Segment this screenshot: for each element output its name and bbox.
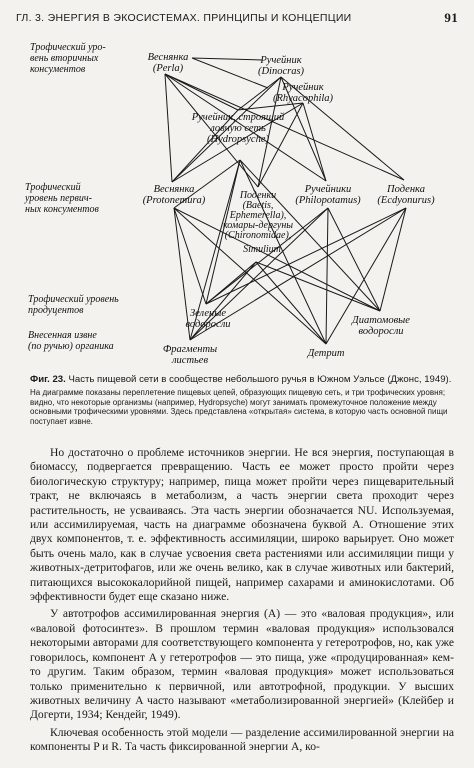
node-label-dinocras: Ручейник (Dinocras) bbox=[257, 55, 305, 77]
caption-text: Часть пищевой сети в сообществе небольшого ручья в Южном Уэльсе (Джонс, 1949). bbox=[65, 374, 452, 385]
node-label-ecdyonurus: Поденка (Ecdyonurus) bbox=[377, 184, 435, 206]
paragraph: Ключевая особенность этой модели — разделение ассимилированной энергии на компоненты P и R. Та часть фиксированной энергии A, ко- bbox=[30, 725, 454, 754]
node-label-detritus: Детрит bbox=[307, 348, 345, 359]
figure-label: Фиг. 23. bbox=[30, 374, 66, 385]
node-label-protonemura: Веснянка (Protonemura) bbox=[142, 184, 206, 206]
node-label-hydropsyche: Ручейник, строящий ловчую сеть (Hydropsyche) bbox=[191, 112, 285, 145]
caption-title bbox=[30, 374, 454, 386]
node-label-green-algae: Зеленые водоросли bbox=[185, 308, 231, 330]
food-link bbox=[303, 103, 326, 181]
food-link bbox=[256, 262, 380, 311]
level-label-primary: Трофический уровень первич-ных консументов bbox=[25, 182, 99, 215]
node-label-leaves: Фрагменты листьев bbox=[162, 344, 218, 366]
node-label-perla: Веснянка (Perla) bbox=[147, 52, 189, 74]
level-label-producers: Трофический уровень продуцентов bbox=[28, 294, 119, 316]
caption-note: На диаграмме показаны переплетение пищевых цепей, образующих пищевую сеть, и три трофических уровня; видно, что некоторые организмы (например, Hydropsyche) могут занимать промежуточное положение между основными трофическими уровнями. Здесь представлена «открытая» система, в которую часть основной пищи поступает извне. bbox=[30, 388, 448, 426]
body-text bbox=[30, 446, 454, 758]
food-link bbox=[165, 74, 172, 182]
food-web-diagram bbox=[0, 30, 474, 375]
paragraph: Но достаточно о проблеме источников энергии. Не вся энергия, поступающая в биомассу, подвергается превращению. Часть ее может просто пройти через биологическую структуру; например, пища может пройти через пищеварительный тракт, не включаясь в метаболизм, а часть энергии света проходит через растительность, не усваиваясь. Эта часть энергии обозначается NU. Используемая, или ассимилируемая, часть на диаграмме обозначена буквой A. Отношение этих двух компонентов, т. е. эффективность ассимиляции, широко варьирует. Оно может быть очень мало, как в случае усвоения света растениями или ассимиляции пищи у животных-детритофагов, или же очень велико, как в случае животных или бактерий, питающихся высококалорийной пищей, например сахарами и аминокислотами. Об эффективности будет еще сказано ниже. bbox=[30, 446, 454, 604]
food-link bbox=[326, 208, 328, 344]
food-link bbox=[380, 208, 406, 311]
food-link bbox=[256, 262, 326, 344]
node-label-baetis: Поденки (Baetis, Ephemerella), комары-дергуны (Chironomidae), bbox=[222, 190, 294, 241]
node-label-philopotamus: Ручейники (Philopotamus) bbox=[295, 184, 361, 206]
level-label-organic: Внесенная извне (по ручью) органика bbox=[28, 330, 114, 352]
page-number: 91 bbox=[444, 10, 458, 25]
figure-caption bbox=[30, 374, 454, 426]
level-label-secondary: Трофический уро-вень вторичных консументов bbox=[30, 42, 106, 75]
food-link bbox=[192, 58, 262, 60]
node-label-diatoms: Диатомовые водоросли bbox=[352, 315, 410, 337]
node-label-simulium: Simulium bbox=[243, 244, 281, 255]
running-header bbox=[16, 8, 458, 28]
paragraph: У автотрофов ассимилированная энергия (A) — это «валовая продукция», или «валовой фотосинтез». В прошлом термин «валовая продукция» использовался некоторыми авторами для соответствующего компонента у гетеротрофов, но, как уже говорилось, компонент A у гетеротрофов — это пища, уже «продуцированная» кем-то другим. Таким образом, термин «валовая продукция» может использоваться только применительно к первичной, или автотрофной, продукции. У высших животных величину A часто называют «метаболизированной энергией» (Клейбер и Догерти, 1934; Кендейг, 1949). bbox=[30, 607, 454, 722]
food-link bbox=[192, 58, 268, 88]
node-label-rhyacophila: Ручейник (Rhyacophila) bbox=[272, 82, 334, 104]
running-title: ГЛ. 3. ЭНЕРГИЯ В ЭКОСИСТЕМАХ. ПРИНЦИПЫ И КОНЦЕПЦИИ bbox=[16, 12, 352, 24]
